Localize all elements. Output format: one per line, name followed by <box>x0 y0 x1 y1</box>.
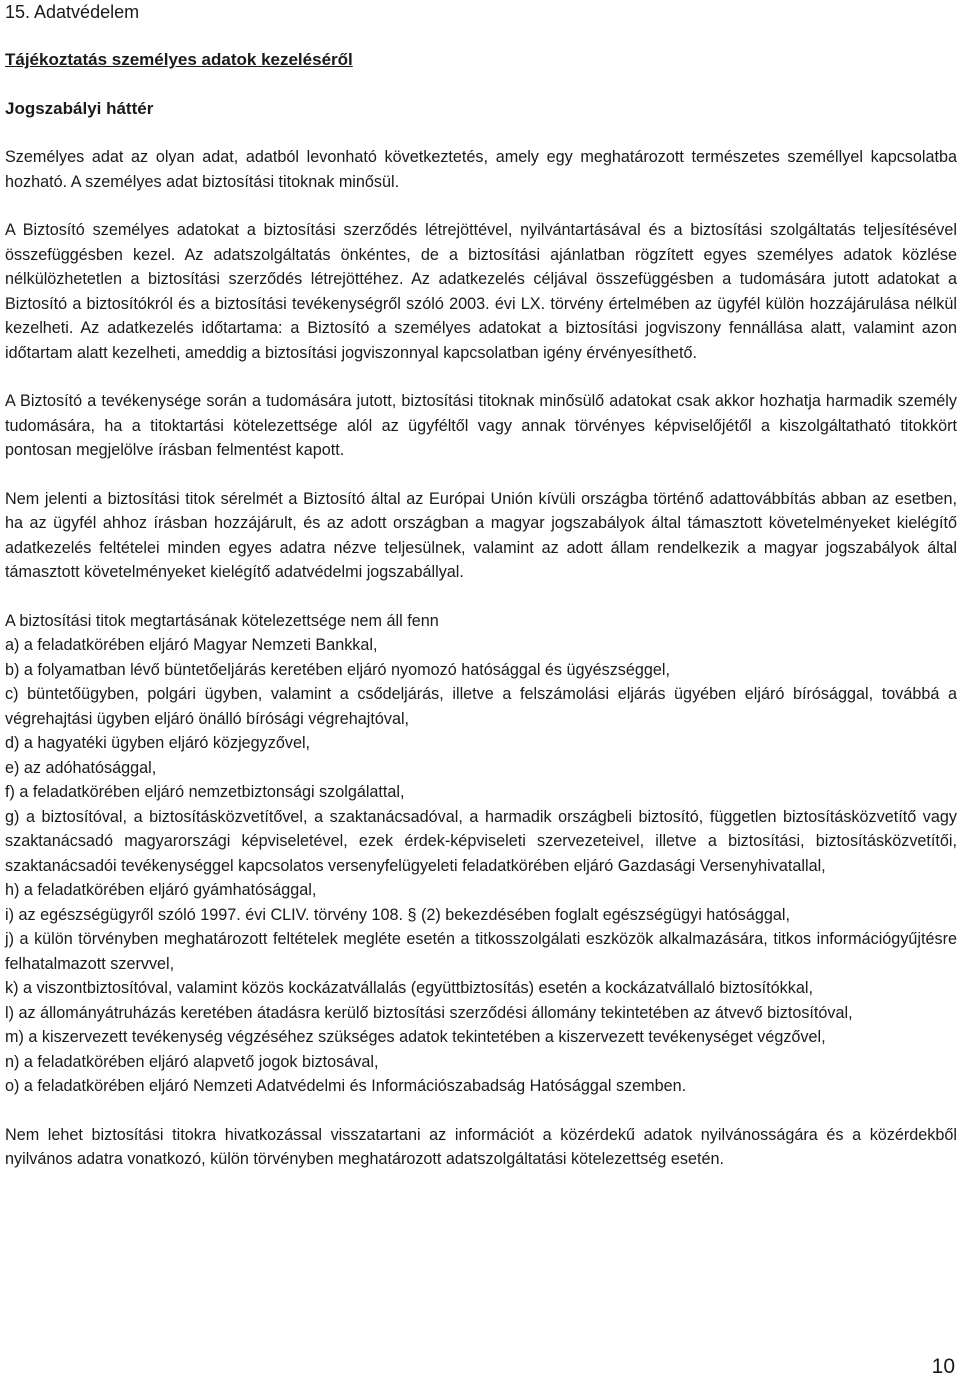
list-item: j) a külön törvényben meghatározott feltételek megléte esetén a titkosszolgálati eszközök alkalmazására, titkos információgyűjtésre felhatalmazott szervvel, <box>5 930 957 973</box>
list-item: l) az állományátruházás keretében átadásra kerülő biztosítási szerződési állomány tekintetében az átvevő biztosítóval, <box>5 1003 853 1022</box>
list-item: f) a feladatkörében eljáró nemzetbiztonsági szolgálattal, <box>5 783 405 801</box>
paragraph-third-party-disclosure: A Biztosító a tevékenysége során a tudomására jutott, biztosítási titoknak minősülő adatokat csak akkor hozhatja harmadik személy tudomására, ha a titoktartási kötelezettsége alól az ügyféltől vagy annak törvényes képviselőjétől a kiszolgáltatható titokkört pontosan megjelölve írásban felmentést kapott. <box>5 392 957 459</box>
list-item: b) a folyamatban lévő büntetőeljárás keretében eljáró nyomozó hatósággal és ügyészséggel, <box>5 660 671 679</box>
list-item: g) a biztosítóval, a biztosításközvetítővel, a szaktanácsadóval, a harmadik országbeli biztosító, független biztosításközvetítő vagy szaktanácsadó magyarországi képviseletével, ezek érdek-képviseleti szervezeteivel, illetve a biztosítási, biztosításközvetítői, szaktanácsadói tevékenységgel kapcsolatos versenyfelügyeleti feladatkörében eljáró Gazdasági Versenyhivatallal, <box>5 807 957 875</box>
document-title: Tájékoztatás személyes adatok kezeléséről <box>5 50 353 69</box>
list-intro: A biztosítási titok megtartásának kötelezettsége nem áll fenn <box>5 611 439 630</box>
sub-heading: Jogszabályi háttér <box>5 99 154 118</box>
paragraph-data-handling: A Biztosító személyes adatokat a biztosítási szerződés létrejöttével, nyilvántartásával és a biztosítási szolgáltatás teljesítésével összefüggésben kezel. Az adatszolgáltatás önkéntes, de a biztosítási ajánlatban rögzített egyes személyes adatok közlése nélkülözhetetlen a biztosítási szerződés létrejöttéhez. Az adatkezelés céljával összefüggésben a tudomására jutott adatokat a Biztosító a biztosítókról és a biztosítási tevékenységről szóló 2003. évi LX. törvény értelmében az ügyfél külön hozzájárulása nélkül kezelheti. Az adatkezelés időtartama: a Biztosító a személyes adatokat a biztosítási jogviszony fennállása alatt, valamint azon időtartam alatt kezelheti, ameddig a biztosítási jogviszonnyal kapcsolatban igény érvényesíthető. <box>5 221 957 362</box>
paragraph-data-transfer: Nem jelenti a biztosítási titok sérelmét a Biztosító által az Európai Unión kívüli országba történő adattovábbítás abban az esetben, ha az ügyfél ahhoz írásban hozzájárult, és az adott országban a magyar jogszabályok által támasztott követelményeket kielégítő adatkezelés feltételei minden egyes adatra nézve teljesülnek, valamint az adott állam rendelkezik a magyar jogszabályok által támasztott követelményeket kielégítő adatvédelmi jogszabállyal. <box>5 489 957 581</box>
page-number: 10 <box>931 1355 955 1378</box>
list-item: i) az egészségügyről szóló 1997. évi CLIV. törvény 108. § (2) bekezdésében foglalt egészségügyi hatósággal, <box>5 905 790 924</box>
paragraph-personal-data-definition: Személyes adat az olyan adat, adatból levonható következtetés, amely egy meghatározott természetes személlyel kapcsolatba hozható. A személyes adat biztosítási titoknak minősül. <box>5 148 957 191</box>
list-item: m) a kiszervezett tevékenység végzéséhez szükséges adatok tekintetében a kiszervezett tevékenységet végzővel, <box>5 1028 826 1046</box>
document-page <box>5 0 957 1172</box>
list-item: e) az adóhatósággal, <box>5 758 157 777</box>
list-item: a) a feladatkörében eljáró Magyar Nemzeti Bankkal, <box>5 636 378 654</box>
section-title: 15. Adatvédelem <box>5 2 140 22</box>
list-item: k) a viszontbiztosítóval, valamint közös kockázatvállalás (együttbiztosítás) esetén a kockázatvállaló biztosítókkal, <box>5 979 813 997</box>
list-item: d) a hagyatéki ügyben eljáró közjegyzővel, <box>5 734 311 752</box>
list-item: n) a feladatkörében eljáró alapvető jogok biztosával, <box>5 1052 379 1071</box>
list-item: o) a feladatkörében eljáró Nemzeti Adatvédelmi és Információszabadság Hatósággal szemben. <box>5 1077 687 1095</box>
list-item: c) büntetőügyben, polgári ügyben, valamint a csődeljárás, illetve a felszámolási eljárás ügyében eljáró bírósággal, továbbá a végrehajtási ügyben eljáró önálló bírósági végrehajtóval, <box>5 685 957 728</box>
list-item: h) a feladatkörében eljáró gyámhatósággal, <box>5 881 317 899</box>
exceptions-list <box>5 609 957 1099</box>
paragraph-public-interest: Nem lehet biztosítási titokra hivatkozással visszatartani az információt a közérdekű adatok nyilvánosságára és a közérdekből nyilvános adatra vonatkozó, külön törvényben meghatározott adatszolgáltatási kötelezettség esetén. <box>5 1125 957 1168</box>
